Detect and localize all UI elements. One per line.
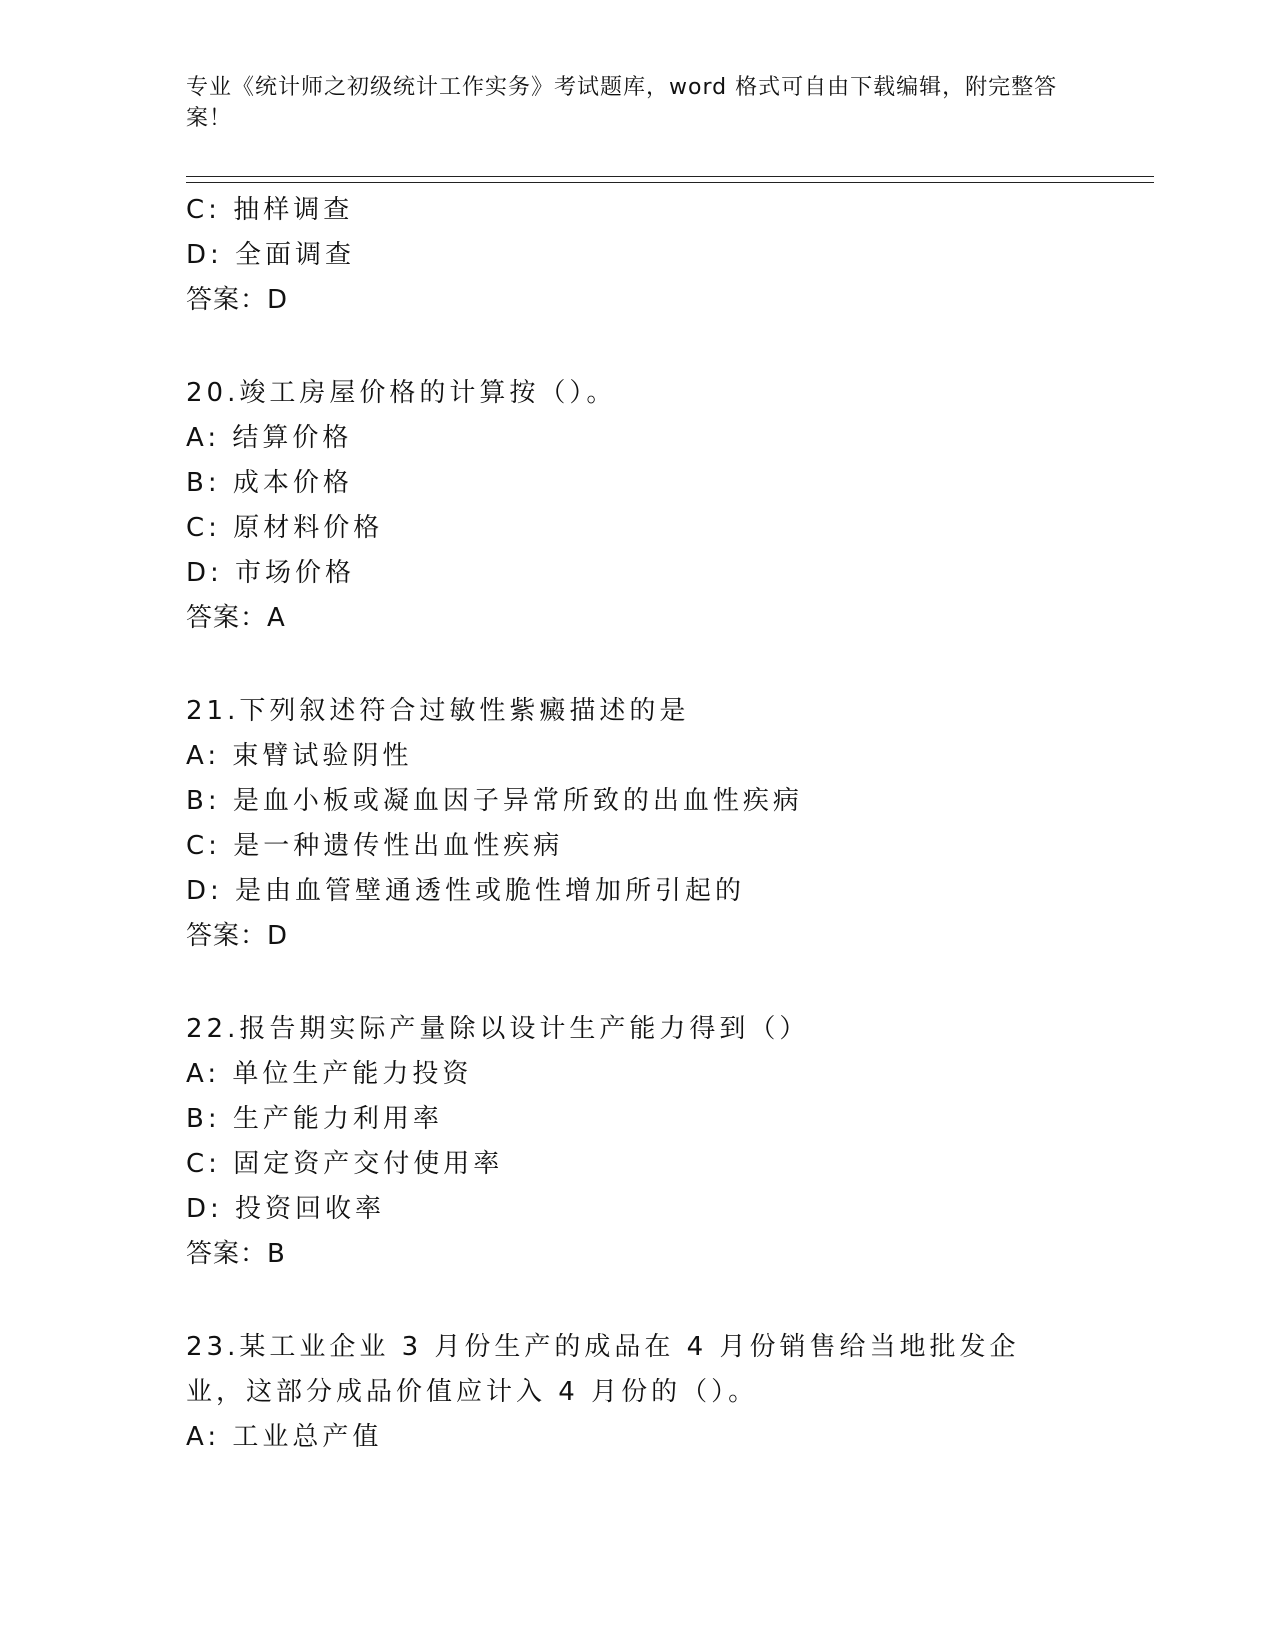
answer: 答案：D (186, 285, 289, 315)
option-c: C: 是一种遗传性出血性疾病 (186, 831, 564, 861)
question-20 (186, 371, 1186, 641)
header-text: 专业《统计师之初级统计工作实务》考试题库，word 格式可自由下载编辑，附完整答案！ (186, 75, 1058, 131)
question-stem: 20.竣工房屋价格的计算按（）。 (186, 378, 617, 408)
question-stem: 23.某工业企业 3 月份生产的成品在 4 月份销售给当地批发企业，这部分成品价值应计入 4 月份的（）。 (186, 1332, 1020, 1407)
option-b: B: 成本价格 (186, 468, 353, 498)
answer: 答案：A (186, 603, 286, 633)
option-a: A: 单位生产能力投资 (186, 1059, 473, 1089)
answer: 答案：D (186, 921, 289, 951)
option-d: D: 市场价格 (186, 558, 356, 588)
option-d: D: 是由血管壁通透性或脆性增加所引起的 (186, 876, 746, 906)
question-19-tail (186, 188, 1186, 323)
header-divider-bottom (186, 182, 1154, 183)
header-divider-top (186, 176, 1154, 177)
option-a: A: 工业总产值 (186, 1422, 383, 1452)
question-22 (186, 1007, 1186, 1277)
question-list (186, 188, 1186, 1460)
option-a: A: 结算价格 (186, 423, 353, 453)
question-23 (186, 1325, 1186, 1460)
question-stem: 21.下列叙述符合过敏性紫癜描述的是 (186, 696, 690, 726)
document-header (186, 72, 1066, 134)
answer: 答案：B (186, 1239, 286, 1269)
option-c: C: 固定资产交付使用率 (186, 1149, 504, 1179)
option-d: D: 投资回收率 (186, 1194, 386, 1224)
option-c: C: 抽样调查 (186, 195, 354, 225)
option-b: B: 生产能力利用率 (186, 1104, 443, 1134)
option-c: C: 原材料价格 (186, 513, 384, 543)
option-a: A: 束臂试验阴性 (186, 741, 413, 771)
question-stem: 22.报告期实际产量除以设计生产能力得到（） (186, 1014, 810, 1044)
option-b: B: 是血小板或凝血因子异常所致的出血性疾病 (186, 786, 803, 816)
option-d: D: 全面调查 (186, 240, 356, 270)
question-21 (186, 689, 1186, 959)
